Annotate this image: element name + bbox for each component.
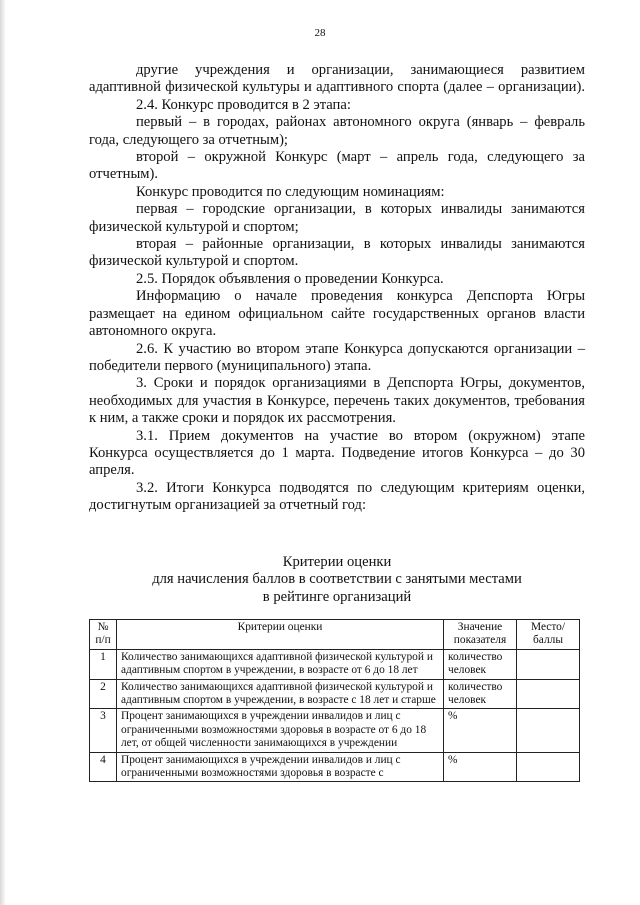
table-row	[90, 649, 580, 679]
row-criteria: Процент занимающихся в учреждении инвалидов и лиц с ограниченными возможностями здоровья в возрасте от 6 до 18 лет, от общей численности занимающихся в учреждении	[117, 709, 444, 752]
header-num: № п/п	[90, 620, 117, 650]
paragraph: 3.1. Прием документов на участие во втором (окружном) этапе Конкурса осуществляется до 1 марта. Подведение итогов Конкурса – до 30 апреля.	[89, 427, 585, 479]
row-value: количество человек	[444, 649, 517, 679]
row-place	[517, 649, 580, 679]
header-place: Место/ баллы	[517, 620, 580, 650]
page-number: 28	[314, 27, 326, 39]
paragraph: 3. Сроки и порядок организациями в Депспорта Югры, документов, необходимых для участия в Конкурсе, перечень таких документов, требования к ним, а также сроки и порядок их рассмотрения.	[89, 375, 585, 427]
paragraph: другие учреждения и организации, занимающиеся развитием адаптивной физической культуры и адаптивного спорта (далее – организации).	[89, 62, 585, 96]
table-row	[90, 709, 580, 752]
table-title-line: Критерии оценки	[282, 554, 392, 570]
row-criteria: Процент занимающихся в учреждении инвалидов и лиц с ограниченными возможностями здоровья в возрасте с	[117, 752, 444, 782]
table-title-line: для начисления баллов в соответствии с занятыми местами	[152, 571, 522, 588]
row-place	[517, 752, 580, 782]
table-row	[90, 752, 580, 782]
header-value: Значение показателя	[444, 620, 517, 650]
paragraph: второй – окружной Конкурс (март – апрель года, следующего за отчетным).	[89, 149, 585, 183]
paragraph: вторая – районные организации, в которых инвалиды занимаются физической культурой и спортом.	[89, 236, 585, 270]
paragraph: Информацию о начале проведения конкурса Депспорта Югры размещает на едином официальном сайте государственных органов власти автономного округа.	[89, 288, 585, 340]
table-header-row	[90, 620, 580, 650]
paragraph: первый – в городах, районах автономного округа (январь – февраль года, следующего за отчетным);	[89, 114, 585, 148]
row-value: %	[444, 752, 517, 782]
row-criteria: Количество занимающихся адаптивной физической культурой и адаптивным спортом в учреждении, в возрасте с 18 лет и старше	[117, 679, 444, 709]
paragraph: 2.4. Конкурс проводится в 2 этапа:	[136, 96, 351, 113]
row-num: 2	[90, 679, 117, 709]
paragraph: Конкурс проводится по следующим номинациям:	[136, 183, 445, 200]
row-num: 4	[90, 752, 117, 782]
row-place	[517, 709, 580, 752]
table-title	[89, 554, 585, 606]
paragraph: 2.5. Порядок объявления о проведении Конкурса.	[136, 270, 444, 287]
paragraph: первая – городские организации, в которых инвалиды занимаются физической культурой и спортом;	[89, 201, 585, 235]
row-place	[517, 679, 580, 709]
table-row	[90, 679, 580, 709]
row-criteria: Количество занимающихся адаптивной физической культурой и адаптивным спортом в учреждении, в возрасте от 6 до 18 лет	[117, 649, 444, 679]
row-num: 3	[90, 709, 117, 752]
scan-edge	[0, 0, 6, 905]
criteria-table	[89, 619, 580, 782]
body-text	[89, 62, 585, 515]
row-value: %	[444, 709, 517, 752]
paragraph: 3.2. Итоги Конкурса подводятся по следующим критериям оценки, достигнутым организацией за отчетный год:	[89, 479, 585, 514]
row-value: количество человек	[444, 679, 517, 709]
paragraph: 2.6. К участию во втором этапе Конкурса допускаются организации – победители первого (муниципального) этапа.	[89, 340, 585, 374]
header-criteria: Критерии оценки	[117, 620, 444, 650]
row-num: 1	[90, 649, 117, 679]
table-title-line: в рейтинге организаций	[262, 588, 412, 605]
